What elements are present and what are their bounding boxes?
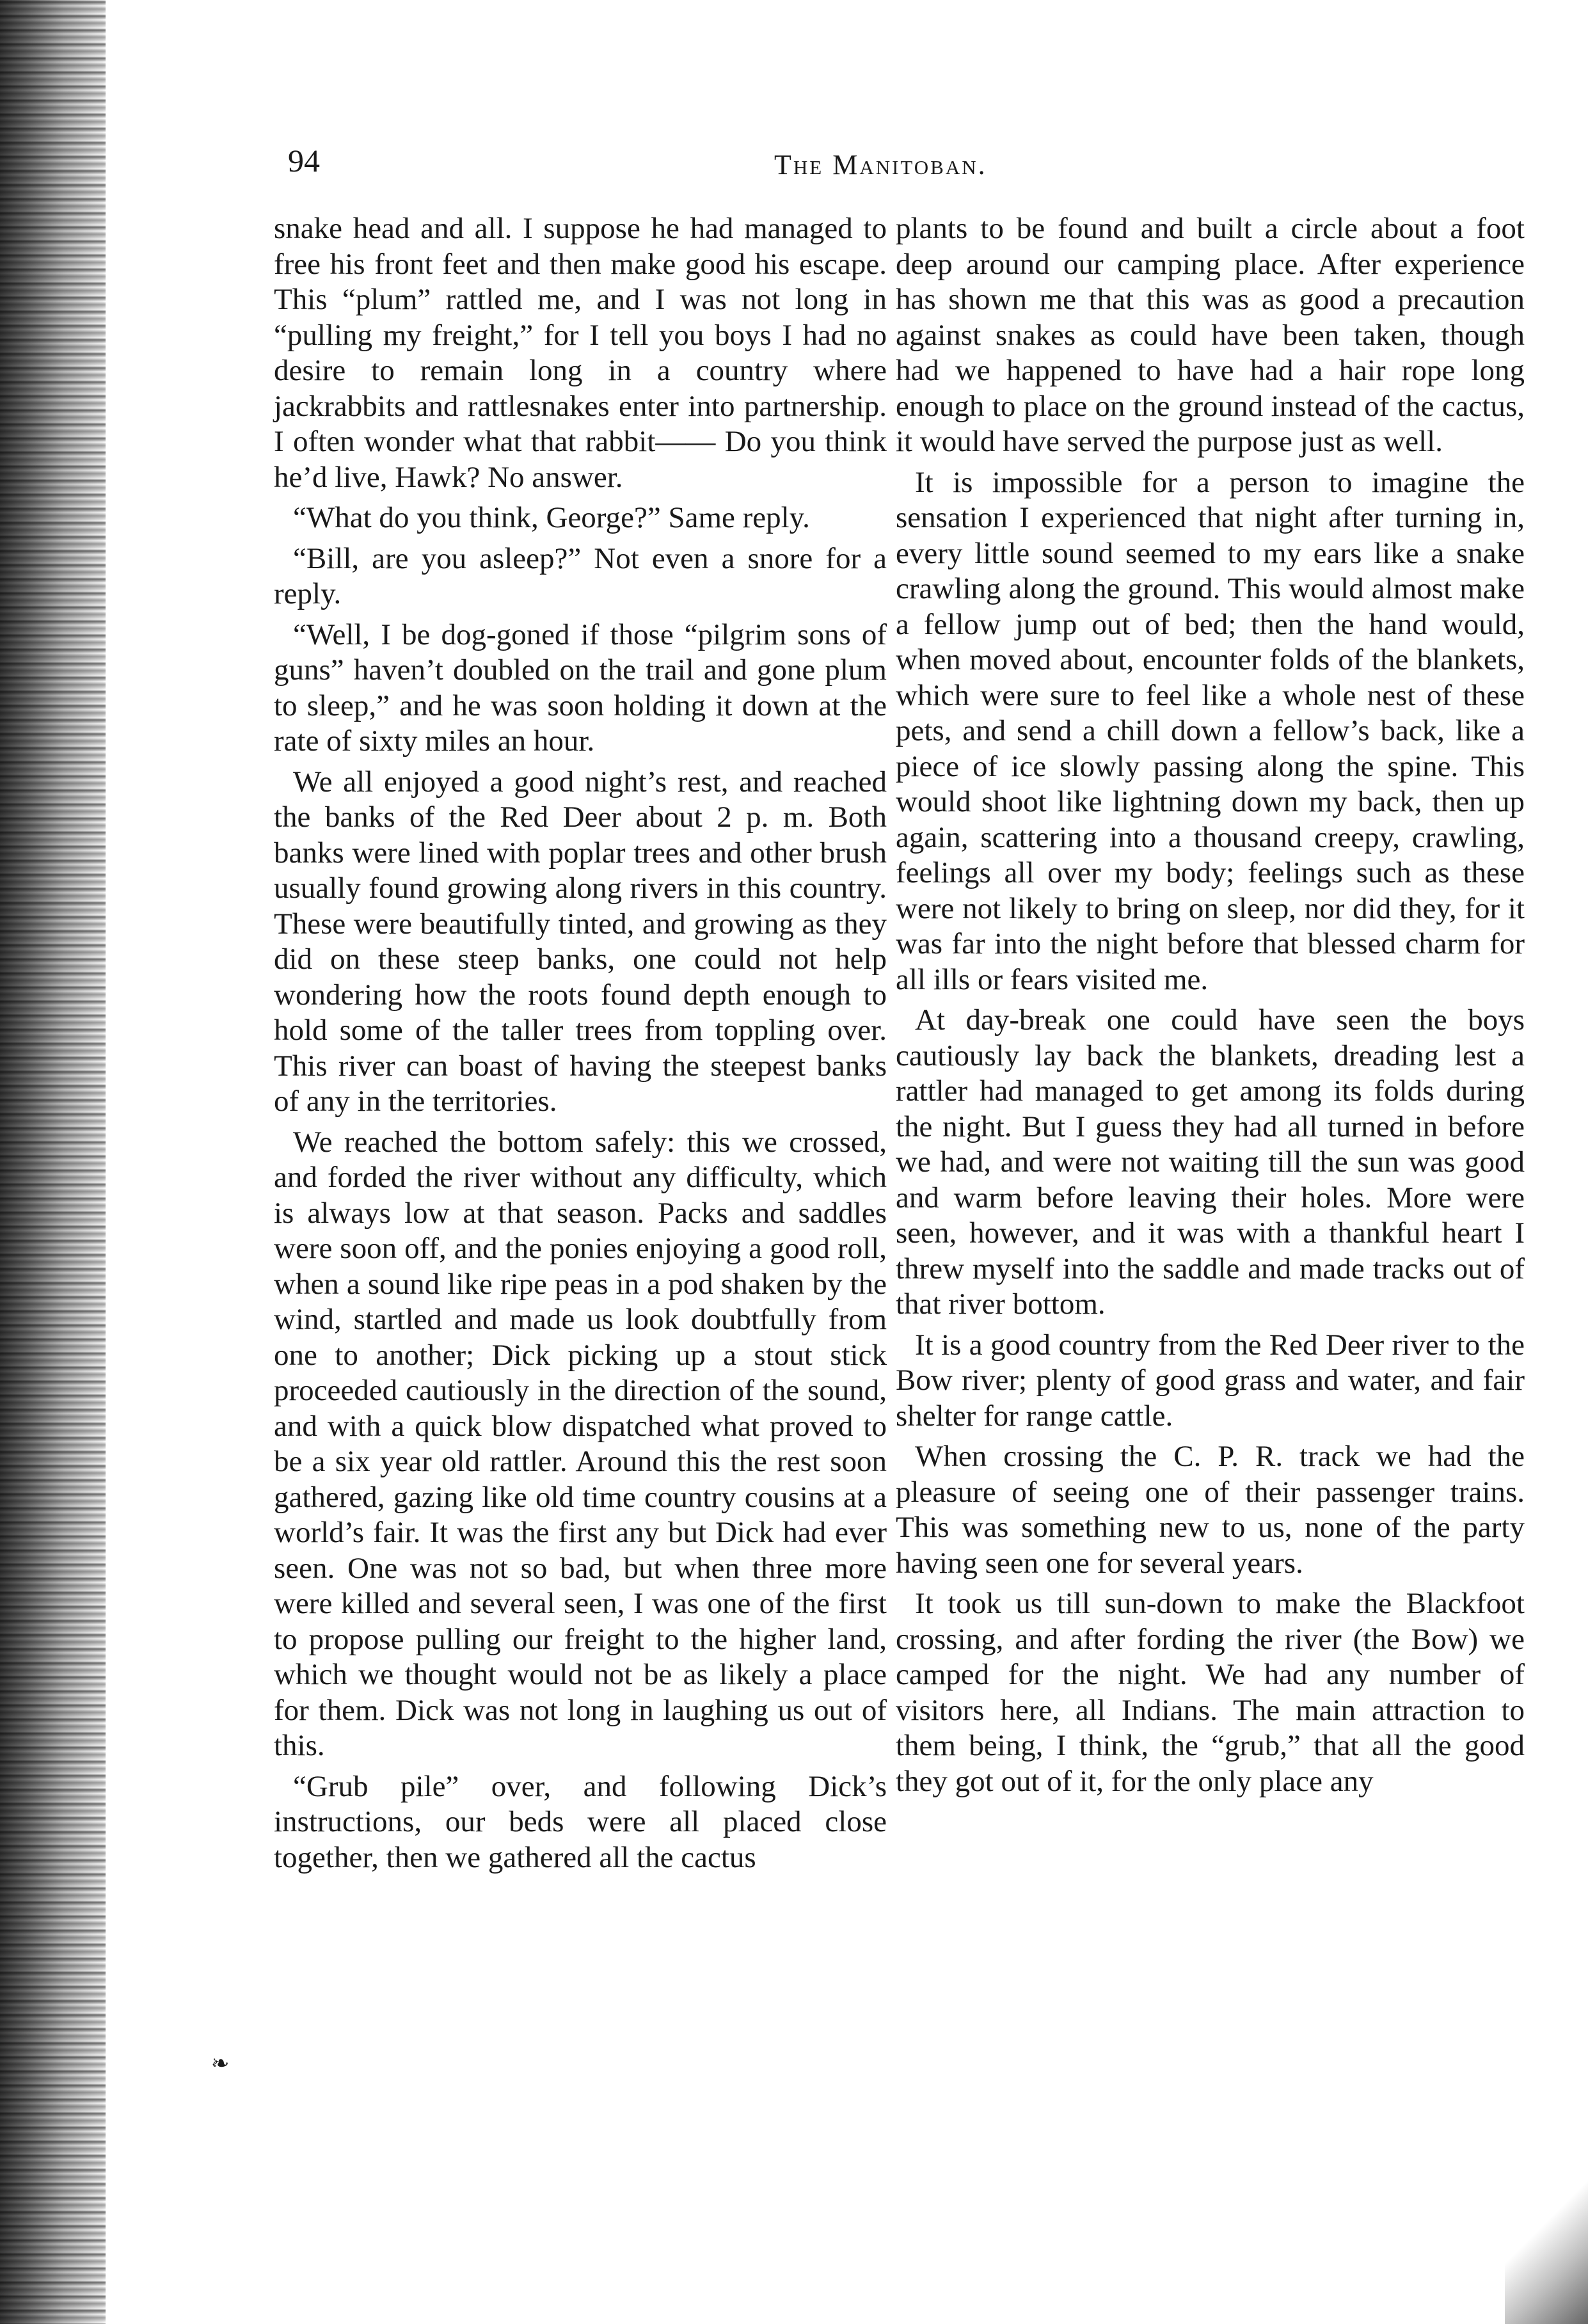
paragraph: “What do you think, George?” Same reply. (293, 501, 810, 534)
paragraph: It took us till sun-down to make the Blackfoot crossing, and after fording the river (the Bow) we camped for the night. We had any number of visitors here, all Indians. The main attraction to them being, I think, the “grub,” that all the good they got out of it, for the only place any (896, 1587, 1525, 1798)
paragraph: “Bill, are you asleep?” Not even a snore for a reply. (274, 541, 887, 610)
paragraph: We reached the bottom safely: this we crossed, and forded the river without any difficulty, which is always low at that season. Packs and saddles were soon off, and the ponies enjoying a good roll, when a sound like ripe peas in a pod shaken by the wind, startled and made us look doubtfully from one to another; Dick picking up a stout stick proceeded cautiously in the direction of the sound, and with a quick blow dispatched what proved to be a six year old rattler. Around this the rest soon gathered, gazing like old time country cousins at a world’s fair. It was the first any but Dick had ever seen. One was not so bad, but when three more were killed and several seen, I was one of the first to propose pulling our freight to the higher land, which we thought would not be as likely a place for them. Dick was not long in laughing us out of this. (274, 1125, 887, 1762)
paragraph: It is a good country from the Red Deer river to the Bow river; plenty of good grass and water, and fair shelter for range cattle. (896, 1328, 1525, 1433)
left-column (274, 211, 887, 1881)
paragraph: At day-break one could have seen the boys cautiously lay back the blankets, dreading lest a rattler had managed to get among its folds during the night. But I guess they had all turned in before we had, and were not waiting till the sun was good and warm before leaving their holes. More were seen, however, and it was with a thankful heart I threw myself into the saddle and made tracks out of that river bottom. (896, 1003, 1525, 1321)
paragraph: “Grub pile” over, and following Dick’s instructions, our beds were all placed close together, then we gathered all the cactus (274, 1769, 887, 1874)
paragraph: When crossing the C. P. R. track we had the pleasure of seeing one of their passenger trains. This was something new to us, none of the party having seen one for several years. (896, 1440, 1525, 1580)
page-header (288, 142, 1536, 193)
paragraph: We all enjoyed a good night’s rest, and reached the banks of the Red Deer about 2 p. m. Both banks were lined with poplar trees and other brush usually found growing along rivers in this country. These were beautifully tinted, and growing as they did on these steep banks, one could not help wondering how the roots found depth enough to hold some of the taller trees from toppling over. This river can boast of having the steepest banks of any in the territories. (274, 765, 887, 1118)
scanned-binding-edge (0, 0, 106, 2324)
paragraph: “Well, I be dog-goned if those “pilgrim sons of guns” haven’t doubled on the trail and gone plum to sleep,” and he was soon holding it down at the rate of sixty miles an hour. (274, 617, 887, 758)
page-number: 94 (288, 143, 320, 179)
page-corner-shadow (1505, 2145, 1588, 2324)
running-title: The Manitoban. (774, 149, 987, 180)
right-column (896, 211, 1525, 1804)
margin-mark: ❧ (211, 2051, 230, 2076)
paragraph: It is impossible for a person to imagine the sensation I experienced that night after turning in, every little sound seemed to my ears like a snake crawling along the ground. This would almost make a fellow jump out of bed; then the hand would, when moved about, encounter folds of the blankets, which were sure to feel like a whole nest of these pets, and send a chill down a fellow’s back, like a piece of ice slowly passing along the spine. This would shoot like lightning down my back, then up again, scattering into a thousand creepy, crawling, feelings all over my body; feelings such as these were not likely to bring on sleep, nor did they, for it was far into the night before that blessed charm for all ills or fears visited me. (896, 465, 1525, 996)
paragraph: snake head and all. I suppose he had managed to free his front feet and then make good his escape. This “plum” rattled me, and I was not long in “pulling my freight,” for I tell you boys I had no desire to remain long in a country where jackrabbits and rattlesnakes enter into partnership. I often wonder what that rabbit—— Do you think he’d live, Hawk? No answer. (274, 212, 887, 494)
paragraph: plants to be found and built a circle about a foot deep around our camping place. After experience has shown me that this was as good a precaution against snakes as could have been taken, though had we happened to have had a hair rope long enough to place on the ground instead of the cactus, it would have served the purpose just as well. (896, 212, 1525, 458)
